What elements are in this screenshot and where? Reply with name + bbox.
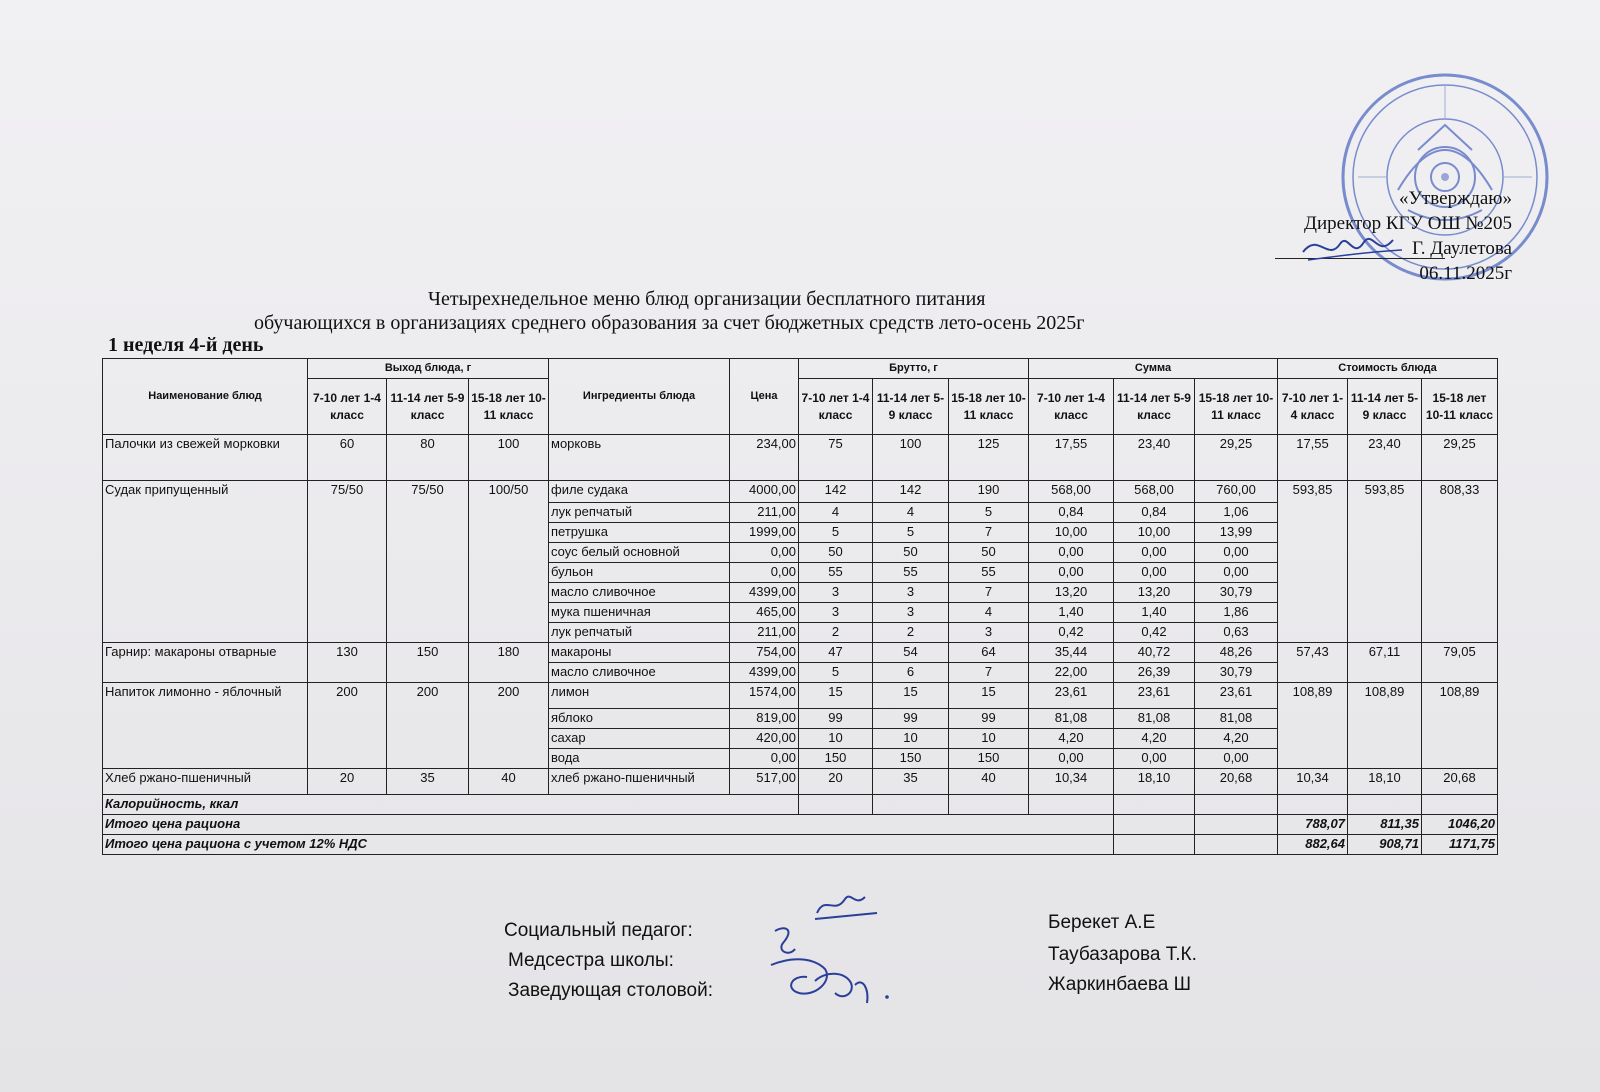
ingredient-brutto: 3 [873,603,949,623]
ingredient-name: хлеб ржано-пшеничный [549,769,730,795]
header-price: Цена [730,359,799,435]
header-dish-name: Наименование блюд [103,359,308,435]
dish-cost: 18,10 [1348,769,1422,795]
ingredient-sum: 29,25 [1195,435,1278,481]
ingredient-brutto: 190 [949,481,1029,503]
dish-output: 80 [387,435,469,481]
table-row [103,481,1498,503]
ingredient-sum: 0,00 [1195,563,1278,583]
ingredient-brutto: 2 [799,623,873,643]
dish-cost: 593,85 [1348,481,1422,643]
ingredient-brutto: 55 [873,563,949,583]
ingredient-brutto: 20 [799,769,873,795]
ingredient-brutto: 5 [873,523,949,543]
ingredient-price: 465,00 [730,603,799,623]
empty-cell [1278,795,1348,815]
ingredient-sum: 4,20 [1029,729,1114,749]
ingredient-name: лук репчатый [549,503,730,523]
ingredient-sum: 10,34 [1029,769,1114,795]
ingredient-brutto: 7 [949,663,1029,683]
ingredient-brutto: 150 [949,749,1029,769]
header-cost-age3: 15-18 лет 10-11 класс [1422,379,1498,435]
ingredient-brutto: 10 [799,729,873,749]
approval-label: «Утверждаю» [1399,188,1512,209]
ingredient-name: макароны [549,643,730,663]
ingredient-sum: 0,00 [1114,543,1195,563]
dish-name: Судак припущенный [103,481,308,643]
ingredient-brutto: 3 [873,583,949,603]
signature-role-2: Медсестра школы: [508,950,674,971]
dish-cost: 108,89 [1348,683,1422,769]
approval-director-name: Г. Даулетова [1411,238,1512,259]
menu-table [102,358,1498,855]
footer-label: Итого цена рациона с учетом 12% НДС [103,835,1114,855]
ingredient-brutto: 15 [949,683,1029,709]
header-brutto: Брутто, г [799,359,1029,379]
empty-cell [1195,815,1278,835]
dish-output: 180 [469,643,549,683]
ingredient-sum: 0,84 [1029,503,1114,523]
ingredient-name: яблоко [549,709,730,729]
ingredient-name: сахар [549,729,730,749]
dish-output: 20 [308,769,387,795]
ingredient-name: вода [549,749,730,769]
ingredient-sum: 1,40 [1029,603,1114,623]
dish-cost: 108,89 [1278,683,1348,769]
ingredient-sum: 48,26 [1195,643,1278,663]
ingredient-brutto: 4 [873,503,949,523]
ingredient-sum: 81,08 [1195,709,1278,729]
handwritten-signatures [755,885,905,1025]
ingredient-brutto: 150 [799,749,873,769]
title-line-2: обучающихся в организациях среднего образования за счет бюджетных средств лето-осень 2025г [254,312,1085,334]
empty-cell [1195,835,1278,855]
footer-total: 908,71 [1348,835,1422,855]
table-row [103,683,1498,709]
ingredient-brutto: 47 [799,643,873,663]
ingredient-price: 420,00 [730,729,799,749]
ingredient-sum: 0,42 [1114,623,1195,643]
dish-output: 75/50 [308,481,387,643]
ingredient-sum: 26,39 [1114,663,1195,683]
header-sum-age3: 15-18 лет 10-11 класс [1195,379,1278,435]
dish-name: Хлеб ржано-пшеничный [103,769,308,795]
ingredient-name: петрушка [549,523,730,543]
ingredient-sum: 10,00 [1114,523,1195,543]
ingredient-sum: 0,00 [1029,563,1114,583]
dish-output: 200 [308,683,387,769]
ingredient-sum: 4,20 [1195,729,1278,749]
dish-output: 100 [469,435,549,481]
ingredient-sum: 18,10 [1114,769,1195,795]
dish-output: 200 [387,683,469,769]
dish-cost: 10,34 [1278,769,1348,795]
dish-cost: 108,89 [1422,683,1498,769]
ingredient-brutto: 99 [799,709,873,729]
footer-total: 882,64 [1278,835,1348,855]
dish-name: Напиток лимонно - яблочный [103,683,308,769]
ingredient-brutto: 50 [873,543,949,563]
header-cost: Стоимость блюда [1278,359,1498,379]
ingredient-brutto: 55 [949,563,1029,583]
ingredient-sum: 0,00 [1114,749,1195,769]
table-row [103,435,1498,481]
ingredient-brutto: 7 [949,583,1029,603]
ingredient-name: морковь [549,435,730,481]
ingredient-brutto: 99 [873,709,949,729]
ingredient-brutto: 99 [949,709,1029,729]
ingredient-name: масло сливочное [549,663,730,683]
ingredient-sum: 760,00 [1195,481,1278,503]
ingredient-sum: 1,86 [1195,603,1278,623]
signature-role-1: Социальный педагог: [504,920,693,941]
ingredient-brutto: 3 [949,623,1029,643]
footer-label: Калорийность, ккал [103,795,799,815]
ingredient-price: 1574,00 [730,683,799,709]
ingredient-brutto: 4 [949,603,1029,623]
ingredient-name: лук репчатый [549,623,730,643]
ingredient-sum: 17,55 [1029,435,1114,481]
dish-output: 200 [469,683,549,769]
ingredient-brutto: 125 [949,435,1029,481]
dish-cost: 20,68 [1422,769,1498,795]
ingredient-sum: 13,20 [1029,583,1114,603]
signature-name-3: Жаркинбаева Ш [1048,974,1192,995]
empty-cell [1195,795,1278,815]
dish-output: 150 [387,643,469,683]
ingredient-brutto: 4 [799,503,873,523]
header-sum-age2: 11-14 лет 5-9 класс [1114,379,1195,435]
ingredient-sum: 568,00 [1114,481,1195,503]
ingredient-brutto: 10 [949,729,1029,749]
ingredient-sum: 1,40 [1114,603,1195,623]
ingredient-brutto: 40 [949,769,1029,795]
header-cost-age1: 7-10 лет 1-4 класс [1278,379,1348,435]
ingredient-name: мука пшеничная [549,603,730,623]
footer-total: 788,07 [1278,815,1348,835]
header-output-age3: 15-18 лет 10-11 класс [469,379,549,435]
table-row [103,815,1498,835]
ingredient-sum: 0,63 [1195,623,1278,643]
director-signature [1298,222,1408,272]
ingredient-price: 819,00 [730,709,799,729]
ingredient-brutto: 10 [873,729,949,749]
header-output-age1: 7-10 лет 1-4 класс [308,379,387,435]
footer-total: 1171,75 [1422,835,1498,855]
dish-cost: 67,11 [1348,643,1422,683]
ingredient-brutto: 50 [799,543,873,563]
ingredient-brutto: 5 [799,523,873,543]
dish-cost: 23,40 [1348,435,1422,481]
dish-cost: 29,25 [1422,435,1498,481]
ingredient-brutto: 3 [799,583,873,603]
table-row [103,643,1498,663]
week-day-heading: 1 неделя 4-й день [108,334,264,356]
table-row [103,835,1498,855]
ingredient-sum: 23,61 [1029,683,1114,709]
header-cost-age2: 11-14 лет 5-9 класс [1348,379,1422,435]
ingredient-price: 234,00 [730,435,799,481]
table-row [103,795,1498,815]
empty-cell [1114,795,1195,815]
ingredient-sum: 30,79 [1195,663,1278,683]
ingredient-sum: 13,99 [1195,523,1278,543]
title-line-1: Четырехнедельное меню блюд организации бесплатного питания [428,288,986,310]
dish-cost: 57,43 [1278,643,1348,683]
ingredient-sum: 30,79 [1195,583,1278,603]
ingredient-sum: 4,20 [1114,729,1195,749]
ingredient-sum: 10,00 [1029,523,1114,543]
ingredient-sum: 568,00 [1029,481,1114,503]
header-ingredients: Ингредиенты блюда [549,359,730,435]
ingredient-sum: 23,61 [1195,683,1278,709]
ingredient-brutto: 54 [873,643,949,663]
ingredient-sum: 20,68 [1195,769,1278,795]
dish-output: 130 [308,643,387,683]
approval-director: Директор КГУ ОШ №205 [1304,213,1512,234]
dish-output: 40 [469,769,549,795]
ingredient-price: 517,00 [730,769,799,795]
ingredient-brutto: 6 [873,663,949,683]
ingredient-price: 4000,00 [730,481,799,503]
ingredient-sum: 13,20 [1114,583,1195,603]
ingredient-name: масло сливочное [549,583,730,603]
ingredient-brutto: 15 [799,683,873,709]
header-sum-age1: 7-10 лет 1-4 класс [1029,379,1114,435]
ingredient-brutto: 5 [799,663,873,683]
header-brutto-age2: 11-14 лет 5-9 класс [873,379,949,435]
empty-cell [1114,835,1195,855]
dish-output: 35 [387,769,469,795]
ingredient-sum: 0,00 [1195,543,1278,563]
ingredient-sum: 22,00 [1029,663,1114,683]
ingredient-sum: 0,00 [1029,543,1114,563]
dish-output: 100/50 [469,481,549,643]
ingredient-sum: 40,72 [1114,643,1195,663]
ingredient-price: 0,00 [730,749,799,769]
empty-cell [799,795,873,815]
ingredient-brutto: 100 [873,435,949,481]
signature-role-3: Заведующая столовой: [508,980,714,1001]
ingredient-sum: 81,08 [1029,709,1114,729]
ingredient-brutto: 2 [873,623,949,643]
ingredient-brutto: 15 [873,683,949,709]
ingredient-brutto: 55 [799,563,873,583]
header-output: Выход блюда, г [308,359,549,379]
dish-name: Палочки из свежей морковки [103,435,308,481]
table-row [103,769,1498,795]
empty-cell [1114,815,1195,835]
ingredient-sum: 0,00 [1029,749,1114,769]
empty-cell [873,795,949,815]
ingredient-brutto: 35 [873,769,949,795]
ingredient-brutto: 7 [949,523,1029,543]
dish-cost: 17,55 [1278,435,1348,481]
ingredient-price: 0,00 [730,563,799,583]
empty-cell [949,795,1029,815]
ingredient-price: 1999,00 [730,523,799,543]
ingredient-name: соус белый основной [549,543,730,563]
signature-name-1: Берекет А.Е [1048,912,1156,933]
ingredient-name: филе судака [549,481,730,503]
ingredient-sum: 1,06 [1195,503,1278,523]
empty-cell [1029,795,1114,815]
ingredient-sum: 0,00 [1195,749,1278,769]
header-brutto-age3: 15-18 лет 10-11 класс [949,379,1029,435]
ingredient-name: лимон [549,683,730,709]
header-output-age2: 11-14 лет 5-9 класс [387,379,469,435]
header-brutto-age1: 7-10 лет 1-4 класс [799,379,873,435]
dish-cost: 808,33 [1422,481,1498,643]
ingredient-brutto: 50 [949,543,1029,563]
ingredient-price: 754,00 [730,643,799,663]
dish-cost: 593,85 [1278,481,1348,643]
ingredient-sum: 0,84 [1114,503,1195,523]
ingredient-brutto: 75 [799,435,873,481]
ingredient-brutto: 5 [949,503,1029,523]
empty-cell [1348,795,1422,815]
ingredient-sum: 0,00 [1114,563,1195,583]
ingredient-price: 4399,00 [730,663,799,683]
ingredient-brutto: 142 [799,481,873,503]
dish-output: 75/50 [387,481,469,643]
ingredient-price: 211,00 [730,623,799,643]
ingredient-sum: 23,61 [1114,683,1195,709]
ingredient-price: 4399,00 [730,583,799,603]
approval-date: 06.11.2025г [1419,263,1512,284]
dish-name: Гарнир: макароны отварные [103,643,308,683]
footer-label: Итого цена рациона [103,815,1114,835]
signature-name-2: Таубазарова Т.К. [1048,944,1197,965]
ingredient-brutto: 142 [873,481,949,503]
ingredient-brutto: 3 [799,603,873,623]
dish-cost: 79,05 [1422,643,1498,683]
ingredient-price: 211,00 [730,503,799,523]
ingredient-name: бульон [549,563,730,583]
footer-total: 1046,20 [1422,815,1498,835]
empty-cell [1422,795,1498,815]
header-sum: Сумма [1029,359,1278,379]
dish-output: 60 [308,435,387,481]
footer-total: 811,35 [1348,815,1422,835]
ingredient-sum: 23,40 [1114,435,1195,481]
ingredient-sum: 81,08 [1114,709,1195,729]
ingredient-brutto: 150 [873,749,949,769]
ingredient-sum: 0,42 [1029,623,1114,643]
ingredient-price: 0,00 [730,543,799,563]
ingredient-brutto: 64 [949,643,1029,663]
ingredient-sum: 35,44 [1029,643,1114,663]
